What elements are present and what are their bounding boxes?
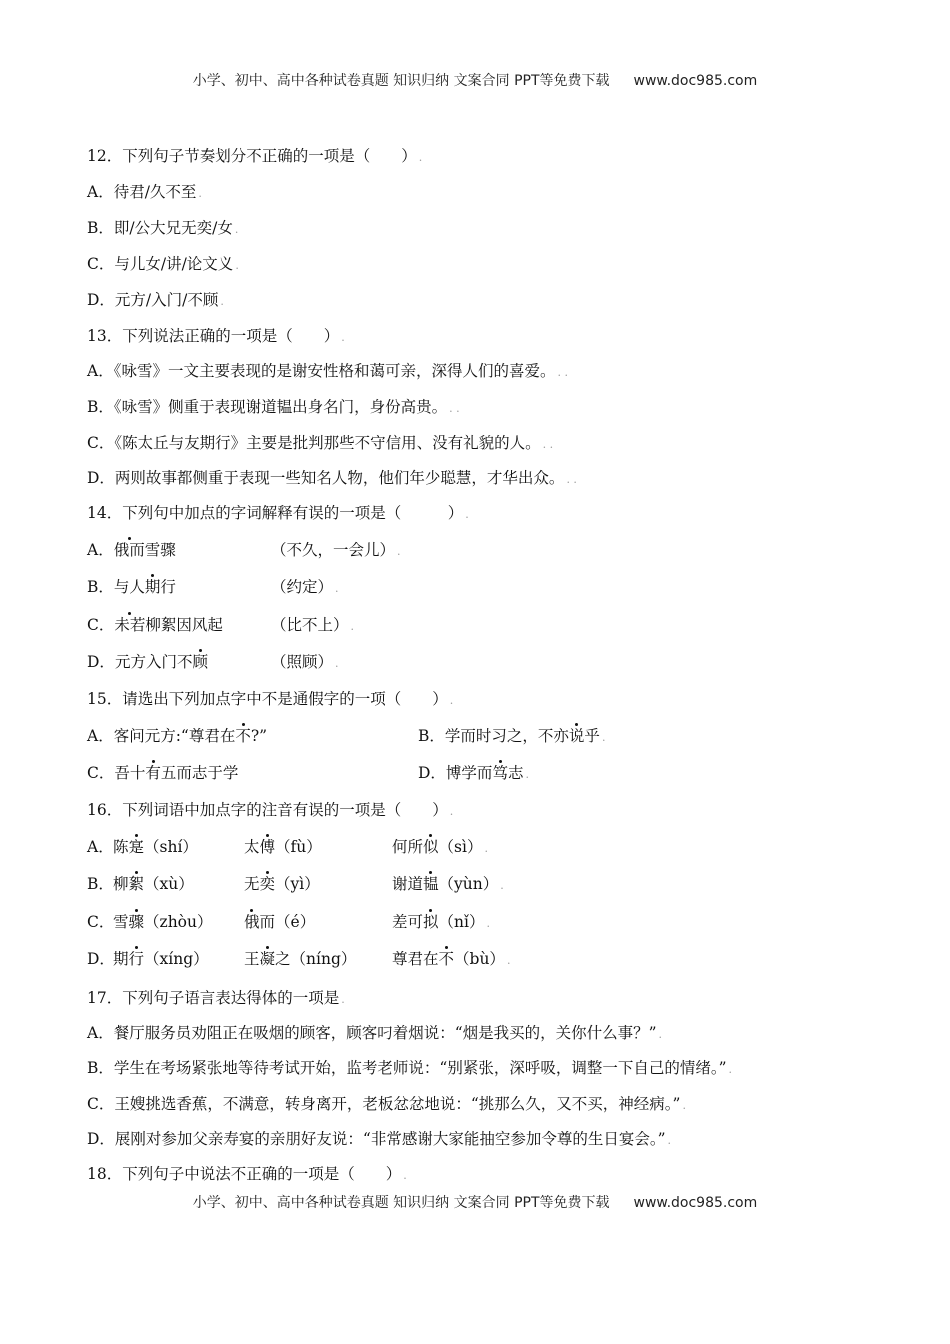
q14-b-post: 行 (160, 578, 176, 596)
q16-pinyin1: （shí） (144, 838, 198, 856)
q13-stem: 13．下列说法正确的一项是（ ） . (87, 327, 345, 345)
header-text: 小学、初中、高中各种试卷真题 知识归纳 文案合同 PPT等免费下载 (192, 73, 610, 89)
q16-word1-dotted: 絮 (128, 875, 145, 893)
q16-pinyin2: （yì） (275, 875, 320, 893)
q16-word2-post: 之 (275, 950, 291, 968)
q16-item-3: 差可拟（nǐ） . (392, 913, 490, 931)
q15-option-d: D．博学而笃志 . (418, 764, 529, 782)
q14-a-dotted-word: 俄而 (113, 541, 145, 559)
q15-d-dotted-char: 笃 (492, 764, 508, 782)
q13-option-b: B．《咏雪》侧重于表现谢道韫出身名门，身份高贵。 . . (87, 398, 460, 416)
q13-b-text: B．《咏雪》侧重于表现谢道韫出身名门，身份高贵。 (87, 398, 448, 416)
q16-pinyin3: （yùn） (438, 875, 499, 893)
q16-label-col (87, 911, 114, 933)
q15-c-dotted-char: 有 (145, 764, 161, 782)
q14-d-pre: 元方入门不 (114, 653, 193, 671)
q16-pinyin2: （fù） (275, 838, 322, 856)
q16-word3-dotted: 似 (423, 838, 439, 856)
q16-word2-pre: 无 (244, 875, 260, 893)
q16-word2-post: 而 (259, 913, 276, 931)
q16-pinyin1: （xù） (144, 875, 194, 893)
q14-a-gloss: （不久，一会儿） . (271, 541, 401, 559)
q16-word2-dotted: 奕 (259, 875, 276, 893)
q12-d-text: D．元方/入门/不顾 (87, 291, 219, 309)
q16-item-1 (113, 948, 209, 970)
q16-word2-dotted: 俄 (244, 913, 260, 931)
q16-item-1 (113, 836, 198, 858)
q14-c-gloss: （比不上） . (271, 616, 355, 634)
q16-option-label: C． (87, 913, 115, 931)
q16-item-1 (113, 873, 194, 895)
q16-word1-dotted: 行 (128, 950, 145, 968)
q16-stem-text: 16．下列词语中加点字的注音有误的一项是（ ） (87, 801, 448, 819)
q16-item-2 (244, 948, 356, 970)
q15-b-dotted-char: 说 (568, 727, 585, 745)
q12-option-d: D．元方/入门/不顾 . (87, 291, 224, 309)
q14-d-gloss-text: （照顾） (271, 653, 334, 671)
q12-option-b: B．即/公大兄无奕/女 . (87, 219, 239, 237)
q16-word1-pre: 雪 (113, 913, 129, 931)
q15-d-post: 志 (507, 764, 524, 782)
q14-b-gloss-text: （约定） (271, 578, 334, 596)
q17-d-text: D．展刚对参加父亲寿宴的亲朋好友说：“非常感谢大家能抽空参加令尊的生日宴会。” (87, 1130, 666, 1148)
q14-stem: 14．下列句中加点的字词解释有误的一项是（ ） . (87, 504, 469, 522)
q16-label-col (87, 873, 114, 895)
q16-word2-dotted: 傅 (259, 838, 276, 856)
q15-d-pre: D．博学而 (418, 764, 493, 782)
q14-stem-text: 14．下列句中加点的字词解释有误的一项是（ ） (87, 504, 464, 522)
q15-b-pre: B．学而时习之，不亦 (418, 727, 569, 745)
q16-item-3: 尊君在不（bù） . (392, 950, 511, 968)
q16-word2-pre: 太 (244, 838, 260, 856)
q18-stem: 18．下列句子中说法不正确的一项是（ ） . (87, 1165, 407, 1183)
q15-stem: 15．请选出下列加点字中不是通假字的一项（ ） . (87, 690, 454, 708)
q13-d-text: D．两则故事都侧重于表现一些知名人物，他们年少聪慧，才华出众。 (87, 469, 565, 487)
q16-label-col (87, 836, 114, 858)
q14-c-post: 柳絮因风起 (145, 616, 223, 634)
q16-word3-dotted: 韫 (423, 875, 439, 893)
q16-word1-pre: 陈 (113, 838, 129, 856)
q14-c-label: C． (87, 616, 115, 634)
q16-pinyin3: （nǐ） (438, 913, 485, 931)
q16-option-label: B． (87, 875, 114, 893)
q17-option-b: B．学生在考场紧张地等待考试开始，监考老师说：“别紧张，深呼吸，调整一下自己的情绪。” . (87, 1059, 732, 1077)
q14-a-gloss-text: （不久，一会儿） (271, 541, 396, 559)
q14-b-dotted-word: 期 (144, 578, 161, 596)
q13-option-d: D．两则故事都侧重于表现一些知名人物，他们年少聪慧，才华出众。 . . (87, 469, 577, 487)
q14-d-gloss: （照顾） . (271, 653, 339, 671)
q16-pinyin1: （xíng） (144, 950, 209, 968)
q14-option-a (87, 539, 467, 561)
q14-d-dotted-word: 顾 (192, 653, 208, 671)
q16-pinyin3: （sì） (438, 838, 483, 856)
q13-stem-text: 13．下列说法正确的一项是（ ） (87, 327, 340, 345)
q14-c-dotted-word: 未若 (114, 616, 146, 634)
q17-option-a: A．餐厅服务员劝阻正在吸烟的顾客，顾客叼着烟说：“烟是我买的，关你什么事？” . (87, 1024, 663, 1042)
q17-option-d: D．展刚对参加父亲寿宴的亲朋好友说：“非常感谢大家能抽空参加令尊的生日宴会。” . (87, 1130, 672, 1148)
q14-a-label: A． (87, 541, 114, 559)
q16-item-1 (113, 911, 213, 933)
q14-c-gloss-text: （比不上） (271, 616, 349, 634)
page-header-bottom (0, 1192, 950, 1212)
q16-word3-pre: 何所 (392, 838, 424, 856)
q15-b-post: 乎 (584, 727, 600, 745)
q15-option-c (87, 762, 238, 784)
footer-text: 小学、初中、高中各种试卷真题 知识归纳 文案合同 PPT等免费下载 (192, 1195, 610, 1211)
page-header-top (0, 70, 950, 90)
q18-stem-text: 18．下列句子中说法不正确的一项是（ ） (87, 1165, 402, 1183)
q14-option-d (87, 651, 467, 673)
q16-word2-dotted: 凝 (259, 950, 276, 968)
q12-b-text: B．即/公大兄无奕/女 (87, 219, 233, 237)
q15-a-pre: A．客问元方:“尊君在 (87, 727, 236, 745)
q16-word2-pre: 王 (244, 950, 260, 968)
q16-item-2 (244, 873, 320, 895)
footer-url[interactable]: www.doc985.com (633, 1195, 758, 1211)
q16-item-2 (244, 911, 315, 933)
q15-a-post: ?” (250, 727, 268, 745)
q16-word3-dotted: 不 (438, 950, 455, 968)
q12-a-text: A．待君/久不至 (87, 183, 197, 201)
q15-stem-text: 15．请选出下列加点字中不是通假字的一项（ ） (87, 690, 448, 708)
q15-c-post: 五而志于学 (160, 764, 239, 782)
q16-word3-pre: 尊君在 (392, 950, 439, 968)
q16-stem: 16．下列词语中加点字的注音有误的一项是（ ） . (87, 801, 454, 819)
q16-option-label: D． (87, 950, 115, 968)
q17-option-c: C．王嫂挑选香蕉，不满意，转身离开，老板忿忿地说：“挑那么久，又不买，神经病。” . (87, 1095, 686, 1113)
q14-a-post: 雪骤 (144, 541, 176, 559)
q14-b-gloss: （约定） . (271, 578, 339, 596)
q17-c-text: C．王嫂挑选香蕉，不满意，转身离开，老板忿忿地说：“挑那么久，又不买，神经病。” (87, 1095, 681, 1113)
q17-b-text: B．学生在考场紧张地等待考试开始，监考老师说：“别紧张，深呼吸，调整一下自己的情绪。” (87, 1059, 727, 1077)
header-url[interactable]: www.doc985.com (633, 73, 758, 89)
q17-stem: 17．下列句子语言表达得体的一项是 . (87, 989, 345, 1007)
q14-b-pre: 与人 (113, 578, 145, 596)
q16-pinyin2: （níng） (290, 950, 357, 968)
q14-option-c (87, 614, 467, 636)
q13-option-c: C．《陈太丘与友期行》主要是批判那些不守信用、没有礼貌的人。 . . (87, 434, 554, 452)
q16-word1-dotted: 骤 (128, 913, 145, 931)
q16-pinyin1: （zhòu） (144, 913, 213, 931)
q12-option-a: A．待君/久不至 . (87, 183, 202, 201)
q12-c-text: C．与儿女/讲/论文义 (87, 255, 234, 273)
q16-option-label: A． (87, 838, 114, 856)
q14-option-b (87, 576, 467, 598)
q16-word1-dotted: 寔 (128, 838, 145, 856)
q16-label-col (87, 948, 115, 970)
q14-d-label: D． (87, 653, 115, 671)
q16-word3-pre: 谢道 (392, 875, 424, 893)
q16-word1-pre: 柳 (113, 875, 129, 893)
q16-word1-pre: 期 (113, 950, 129, 968)
q17-a-text: A．餐厅服务员劝阻正在吸烟的顾客，顾客叼着烟说：“烟是我买的，关你什么事？” (87, 1024, 657, 1042)
q13-a-text: A．《咏雪》一文主要表现的是谢安性格和蔼可亲，深得人们的喜爱。 (87, 362, 556, 380)
q15-c-pre: C．吾十 (87, 764, 146, 782)
q16-pinyin2: （é） (275, 913, 316, 931)
q15-option-b: B．学而时习之，不亦说乎 . (418, 727, 606, 745)
q16-pinyin3: （bù） (454, 950, 505, 968)
q15-a-dotted-char: 不 (235, 727, 251, 745)
q15-option-a (87, 725, 267, 747)
q16-word3-dotted: 拟 (423, 913, 439, 931)
q16-word3-pre: 差可 (392, 913, 424, 931)
q12-option-c: C．与儿女/讲/论文义 . (87, 255, 239, 273)
q16-item-3: 谢道韫（yùn） . (392, 875, 504, 893)
q16-item-2 (244, 836, 322, 858)
q12-stem-text: 12．下列句子节奏划分不正确的一项是（ ） (87, 147, 417, 165)
q14-b-label: B． (87, 578, 114, 596)
q13-option-a: A．《咏雪》一文主要表现的是谢安性格和蔼可亲，深得人们的喜爱。 . . (87, 362, 568, 380)
q17-stem-text: 17．下列句子语言表达得体的一项是 (87, 989, 340, 1007)
q13-c-text: C．《陈太丘与友期行》主要是批判那些不守信用、没有礼貌的人。 (87, 434, 541, 452)
q12-stem: 12．下列句子节奏划分不正确的一项是（ ） . (87, 147, 423, 165)
q16-item-3: 何所似（sì） . (392, 838, 488, 856)
